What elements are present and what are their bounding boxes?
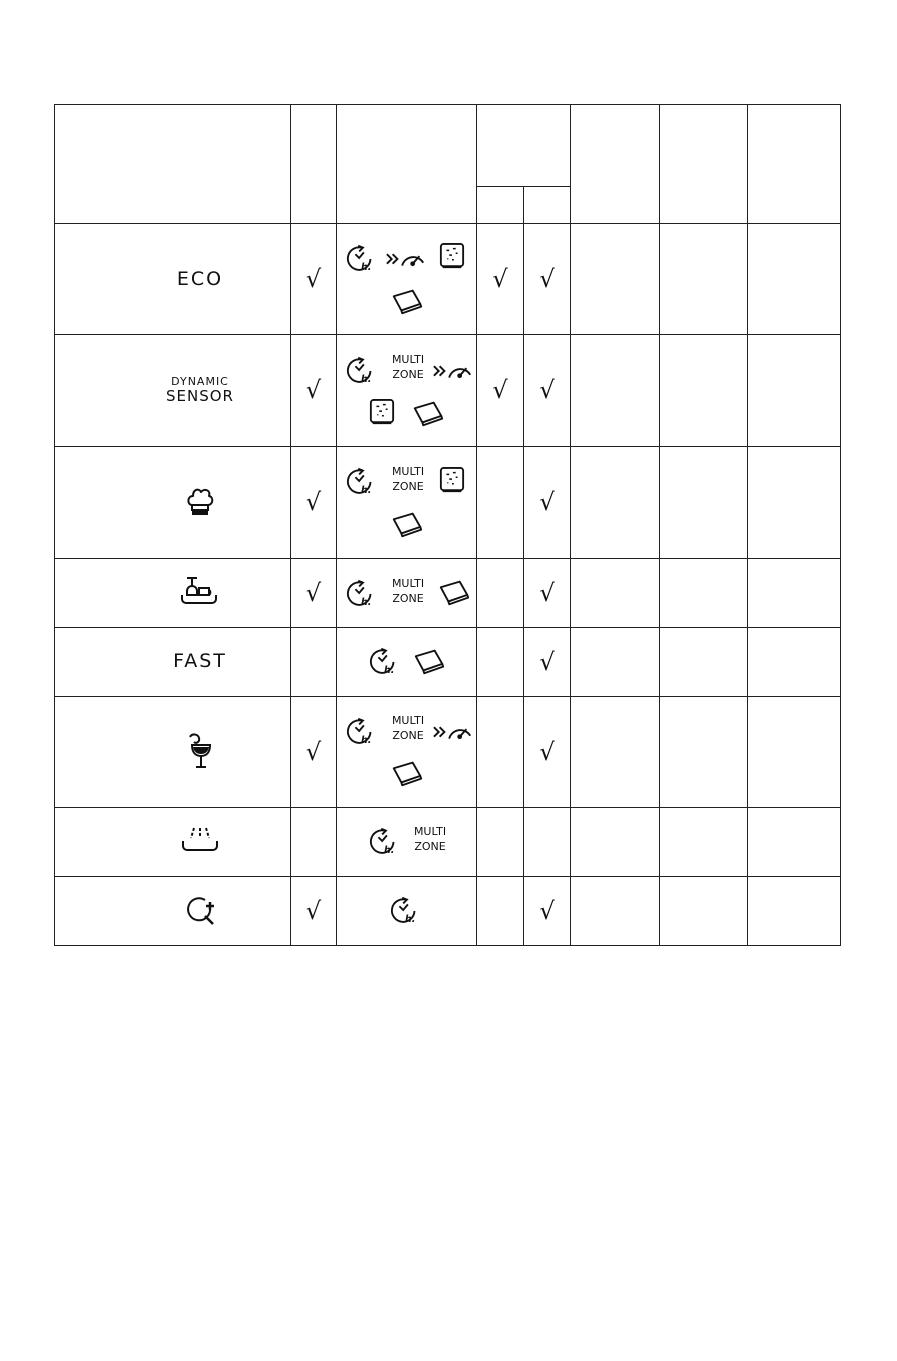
speed-boost-icon [432, 358, 474, 382]
check-mark: √ [539, 376, 555, 404]
clock-delay-icon [345, 715, 379, 747]
clock-delay-icon [368, 825, 402, 857]
detergent-tablet-icon [437, 578, 471, 606]
speed-boost-icon [432, 719, 474, 743]
check-mark: √ [305, 265, 322, 293]
check-mark: √ [539, 648, 555, 676]
row-label-dynamic-sensor [150, 370, 250, 410]
clock-delay-icon [368, 645, 402, 677]
check-mark: √ [305, 579, 322, 607]
clock-delay-icon [345, 354, 379, 386]
detergent-tablet-icon [390, 510, 424, 538]
check-mark: √ [305, 738, 322, 766]
clock-delay-icon [345, 465, 379, 497]
detergent-tablet-icon [390, 759, 424, 787]
speed-boost-icon [385, 246, 427, 270]
prewash-spray-icon [180, 824, 220, 856]
multizone-label: MULTI ZONE [391, 353, 425, 381]
multizone-label: MULTI ZONE [391, 465, 425, 493]
magnifier-plus-icon [184, 892, 218, 928]
check-mark: √ [305, 488, 322, 516]
chef-hat-icon [186, 485, 214, 519]
check-mark: √ [492, 376, 508, 404]
check-mark: √ [492, 265, 508, 293]
check-mark: √ [539, 738, 555, 766]
row-label-dynamic: DYNAMIC [171, 374, 229, 388]
clock-delay-icon [345, 242, 379, 274]
multizone-label: MULTI ZONE [413, 825, 447, 853]
program-table [54, 104, 841, 946]
tablet-spray-icon [439, 241, 465, 271]
check-mark: √ [305, 376, 322, 404]
check-mark: √ [539, 897, 555, 925]
detergent-tablet-icon [412, 647, 446, 675]
glass-and-cups-icon [179, 575, 219, 609]
clock-delay-icon [345, 577, 379, 609]
check-mark: √ [539, 265, 555, 293]
tablet-spray-icon [439, 465, 465, 495]
check-mark: √ [305, 897, 322, 925]
multizone-label: MULTI ZONE [391, 577, 425, 605]
check-mark: √ [539, 488, 555, 516]
row-label-fast: FAST [173, 649, 227, 672]
wine-glass-icon [186, 732, 216, 770]
check-mark: √ [539, 579, 555, 607]
row-label-eco: ECO [176, 267, 224, 290]
row-label-sensor: SENSOR [166, 386, 234, 405]
clock-delay-icon [389, 894, 423, 926]
detergent-tablet-icon [390, 287, 424, 315]
tablet-spray-icon [369, 397, 395, 427]
detergent-tablet-icon [411, 399, 445, 427]
multizone-label: MULTI ZONE [391, 714, 425, 742]
